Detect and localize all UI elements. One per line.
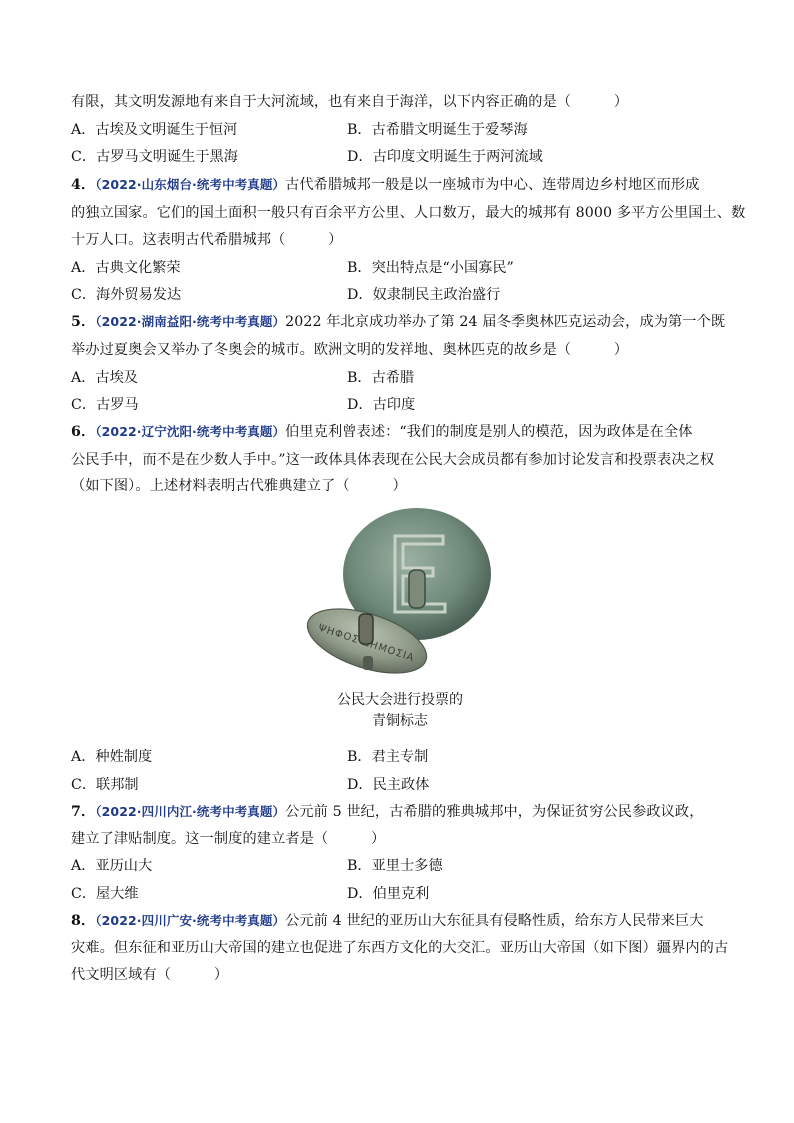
q6-text: 伯里克利曾表述：“我们的制度是别人的模范，因为政体是在全体	[285, 424, 693, 440]
q3-option-c[interactable]: C．古罗马文明诞生于黑海	[71, 149, 238, 165]
q4-option-c[interactable]: C．海外贸易发达	[71, 287, 182, 303]
bronze-voting-token-image	[305, 506, 495, 688]
q4-number: 4．	[71, 177, 96, 193]
q6-option-d[interactable]: D．民主政体	[347, 777, 430, 793]
q3-option-d[interactable]: D．古印度文明诞生于两河流域	[347, 149, 543, 165]
q8-stem-line-1	[71, 911, 723, 931]
q8-source: （2022·四川广安·统考中考真题）	[95, 913, 286, 928]
q3-stem-continuation: 有限，其文明发源地有来自于大河流域，也有来自于海洋，以下内容正确的是（ ）	[71, 94, 629, 110]
q7-option-c[interactable]: C．屋大维	[71, 886, 139, 902]
q6-stem-line-3: （如下图）。上述材料表明古代雅典建立了（ ）	[71, 478, 407, 494]
q6-source: （2022·辽宁沈阳·统考中考真题）	[95, 424, 286, 439]
q5-source: （2022·湖南益阳·统考中考真题）	[95, 314, 286, 329]
q4-stem-line-1	[71, 175, 723, 195]
q7-option-b[interactable]: B．亚里士多德	[347, 858, 443, 874]
q7-option-a[interactable]: A．亚历山大	[71, 858, 153, 874]
q5-option-c[interactable]: C．古罗马	[71, 397, 139, 413]
q5-option-d[interactable]: D．古印度	[347, 397, 416, 413]
q7-option-d[interactable]: D．伯里克利	[347, 886, 430, 902]
front-token-axle	[359, 614, 373, 644]
q6-stem-line-1	[71, 422, 723, 442]
q7-stem-line-2: 建立了津贴制度。这一制度的建立者是（ ）	[71, 831, 386, 847]
q6-option-c[interactable]: C．联邦制	[71, 777, 139, 793]
back-token-axle	[409, 570, 425, 608]
q7-source: （2022·四川内江·统考中考真题）	[95, 804, 286, 819]
q7-number: 7．	[71, 804, 96, 820]
q4-source: （2022·山东烟台·统考中考真题）	[95, 177, 286, 192]
q4-text: 古代希腊城邦一般是以一座城市为中心、连带周边乡村地区而形成	[285, 177, 700, 193]
q6-option-b[interactable]: B．君主专制	[347, 749, 429, 765]
q4-option-a[interactable]: A．古典文化繁荣	[71, 260, 181, 276]
q4-option-b[interactable]: B．突出特点是“小国寡民”	[347, 260, 514, 276]
q3-option-b[interactable]: B．古希腊文明诞生于爱琴海	[347, 122, 528, 138]
q5-number: 5．	[71, 314, 96, 330]
q7-text: 公元前 5 世纪，古希腊的雅典城邦中，为保证贫穷公民参政议政，	[285, 804, 704, 820]
q6-number: 6．	[71, 424, 96, 440]
q5-option-a[interactable]: A．古埃及	[71, 370, 138, 386]
q5-stem-line-1	[71, 312, 726, 332]
q4-stem-line-3: 十万人口。这表明古代希腊城邦（ ）	[71, 232, 343, 248]
q6-stem-line-2: 公民手中，而不是在少数人手中。”这一政体具体表现在公民大会成员都有参加讨论发言和投票表决之权	[71, 452, 715, 468]
q5-option-b[interactable]: B．古希腊	[347, 370, 415, 386]
q8-stem-line-2: 灾难。但东征和亚历山大帝国的建立也促进了东西方文化的大交汇。亚历山大帝国（如下图）疆界内的古	[71, 940, 729, 956]
q3-option-a[interactable]: A．古埃及文明诞生于恒河	[71, 122, 238, 138]
front-token-axle-bottom	[363, 656, 373, 670]
figure-caption-line-2: 青铜标志	[372, 713, 428, 729]
q8-stem-line-3: 代文明区域有（ ）	[71, 967, 229, 983]
q7-stem-line-1	[71, 802, 723, 822]
q8-number: 8．	[71, 913, 96, 929]
disc-inscription: ΨΗΦΟΣ ΔΗΜΟΣΙΑ	[316, 622, 416, 665]
q5-stem-line-2: 举办过夏奥会又举办了冬奥会的城市。欧洲文明的发祥地、奥林匹克的故乡是（ ）	[71, 342, 629, 358]
q4-stem-line-2: 的独立国家。它们的国土面积一般只有百余平方公里、人口数万，最大的城邦有 8000 多平方公里国土、数	[71, 205, 746, 221]
q8-text: 公元前 4 世纪的亚历山大东征具有侵略性质，给东方人民带来巨大	[285, 913, 704, 929]
q4-option-d[interactable]: D．奴隶制民主政治盛行	[347, 287, 501, 303]
figure-caption-line-1: 公民大会进行投票的	[337, 692, 463, 708]
q5-text: 2022 年北京成功举办了第 24 届冬季奥林匹克运动会，成为第一个既	[285, 314, 726, 330]
q6-option-a[interactable]: A．种姓制度	[71, 749, 153, 765]
